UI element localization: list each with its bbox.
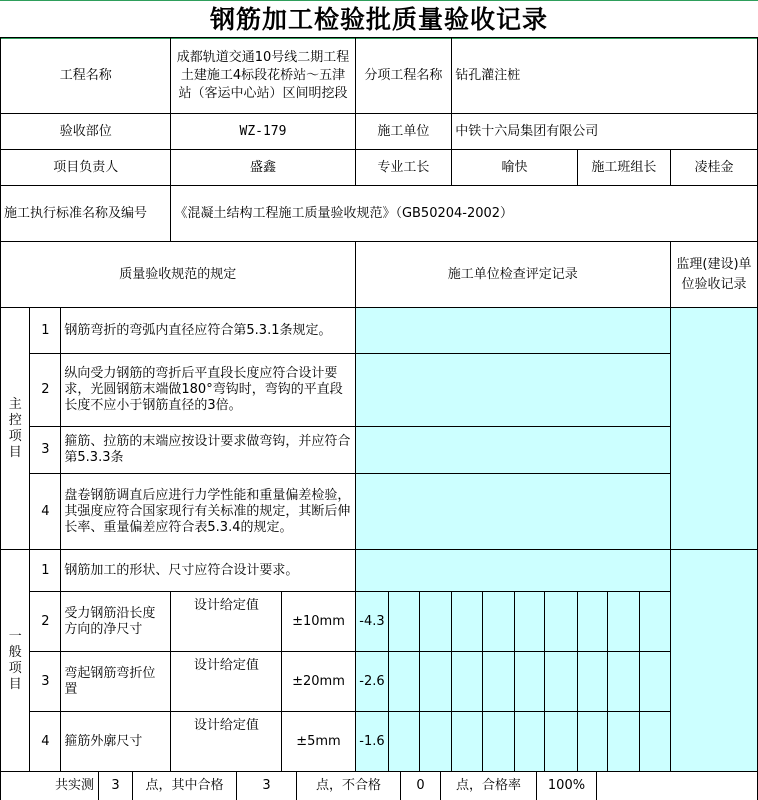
general-item-text: 钢筋加工的形状、尺寸应符合设计要求。 (61, 550, 355, 592)
measure-cell[interactable] (640, 712, 670, 772)
measure-cell[interactable] (545, 652, 577, 712)
general-item-text: 弯起钢筋弯折位置 (61, 652, 171, 712)
main-item-no: 3 (30, 427, 61, 474)
general-items-supervisor-cell[interactable] (670, 550, 757, 772)
summary-fail-label: 点，不合格 (297, 772, 401, 800)
main-item-no: 4 (30, 474, 61, 550)
main-item-text: 钢筋弯折的弯弧内直径应符合第5.3.1条规定。 (61, 308, 355, 354)
general-item-no: 3 (30, 652, 61, 712)
measure-cell[interactable] (389, 652, 419, 712)
general-item-text: 箍筋外廓尺寸 (61, 712, 171, 772)
acceptance-part-label: 验收部位 (1, 114, 171, 150)
measure-cell[interactable] (389, 592, 419, 652)
project-name: 成都轨道交通10号线二期工程土建施工4标段花桥站～五津站（客运中心站）区间明挖段 (171, 38, 355, 114)
check-column-header: 施工单位检查评定记录 (355, 242, 670, 308)
measure-cell[interactable] (608, 712, 640, 772)
design-value-label: 设计给定值 (171, 652, 282, 712)
supervisor-column-header: 监理(建设)单位验收记录 (670, 242, 757, 308)
main-items-supervisor-cell[interactable] (670, 308, 757, 550)
summary-pass-value: 3 (237, 772, 297, 800)
main-item-no: 2 (30, 354, 61, 427)
sub-project-value: 钻孔灌注桩 (452, 38, 758, 114)
measure-cell[interactable] (514, 652, 544, 712)
main-item-check-cell[interactable] (355, 308, 670, 354)
measure-cell[interactable] (482, 652, 514, 712)
measure-cell[interactable] (608, 592, 640, 652)
general-item-no: 4 (30, 712, 61, 772)
team-leader-value: 凌桂金 (670, 150, 757, 186)
tolerance-value: ±20mm (282, 652, 355, 712)
general-item-text: 受力钢筋沿长度方向的净尺寸 (61, 592, 171, 652)
measure-cell[interactable] (577, 652, 607, 712)
project-leader-value: 盛鑫 (171, 150, 355, 186)
spec-column-header: 质量验收规范的规定 (1, 242, 356, 308)
general-item-no: 1 (30, 550, 61, 592)
main-item-text: 纵向受力钢筋的弯折后平直段长度应符合设计要求，光圆钢筋末端做180°弯钩时，弯钩的平直段长度不应小于钢筋直径的3倍。 (61, 354, 355, 427)
standard-label: 施工执行标准名称及编号 (1, 186, 171, 242)
construction-unit-label: 施工单位 (355, 114, 452, 150)
main-items-label (1, 308, 30, 550)
construction-unit-value: 中铁十六局集团有限公司 (452, 114, 758, 150)
main-item-text: 箍筋、拉筋的末端应按设计要求做弯钩，并应符合第5.3.3条 (61, 427, 355, 474)
main-item-check-cell[interactable] (355, 354, 670, 427)
standard-value: 《混凝土结构工程施工质量验收规范》（GB50204-2002） (171, 186, 758, 242)
summary-row (1, 772, 757, 800)
measure-cell[interactable] (452, 592, 482, 652)
measure-cell[interactable] (577, 712, 607, 772)
design-value-label: 设计给定值 (171, 592, 282, 652)
main-items-label-text: 主控项目 (8, 396, 22, 460)
tolerance-value: ±10mm (282, 592, 355, 652)
project-leader-label: 项目负责人 (1, 150, 171, 186)
measured-value[interactable]: -1.6 (355, 712, 389, 772)
summary-rate-label: 点，合格率 (441, 772, 537, 800)
general-items-label (1, 550, 30, 772)
summary-rate-value: 100% (537, 772, 597, 800)
foreman-value: 喻快 (452, 150, 578, 186)
design-value-label: 设计给定值 (171, 712, 282, 772)
main-item-text: 盘卷钢筋调直后应进行力学性能和重量偏差检验，其强度应符合国家现行有关标准的规定，其断后伸长率、重量偏差应符合表5.3.4的规定。 (61, 474, 355, 550)
general-items-label-text: 一般项目 (8, 628, 22, 692)
measure-cell[interactable] (482, 712, 514, 772)
measure-cell[interactable] (452, 652, 482, 712)
record-table (0, 37, 758, 800)
summary-fail-value: 0 (401, 772, 441, 800)
measure-cell[interactable] (514, 592, 544, 652)
summary-total-label: 共实测 (1, 772, 99, 800)
measure-cell[interactable] (640, 592, 670, 652)
measure-cell[interactable] (482, 592, 514, 652)
page-title: 钢筋加工检验批质量验收记录 (209, 5, 548, 34)
measured-value[interactable]: -4.3 (355, 592, 389, 652)
main-item-check-cell[interactable] (355, 474, 670, 550)
project-name-label: 工程名称 (1, 38, 171, 114)
measure-cell[interactable] (389, 712, 419, 772)
measure-cell[interactable] (419, 592, 451, 652)
general-item-check-cell[interactable] (355, 550, 670, 592)
general-item-no: 2 (30, 592, 61, 652)
measure-cell[interactable] (452, 712, 482, 772)
team-leader-label: 施工班组长 (577, 150, 670, 186)
summary-pass-label: 点，其中合格 (133, 772, 237, 800)
measure-cell[interactable] (419, 652, 451, 712)
measure-cell[interactable] (640, 652, 670, 712)
title-bar (0, 0, 758, 39)
measure-cell[interactable] (514, 712, 544, 772)
measure-cell[interactable] (577, 592, 607, 652)
tolerance-value: ±5mm (282, 712, 355, 772)
measure-cell[interactable] (545, 592, 577, 652)
main-item-check-cell[interactable] (355, 427, 670, 474)
main-item-no: 1 (30, 308, 61, 354)
summary-spacer (597, 772, 757, 800)
foreman-label: 专业工长 (355, 150, 452, 186)
measure-cell[interactable] (545, 712, 577, 772)
measure-cell[interactable] (419, 712, 451, 772)
measure-cell[interactable] (608, 652, 640, 712)
measured-value[interactable]: -2.6 (355, 652, 389, 712)
sub-project-label: 分项工程名称 (355, 38, 452, 114)
summary-total-value: 3 (99, 772, 133, 800)
acceptance-part-value: WZ-179 (171, 114, 355, 150)
